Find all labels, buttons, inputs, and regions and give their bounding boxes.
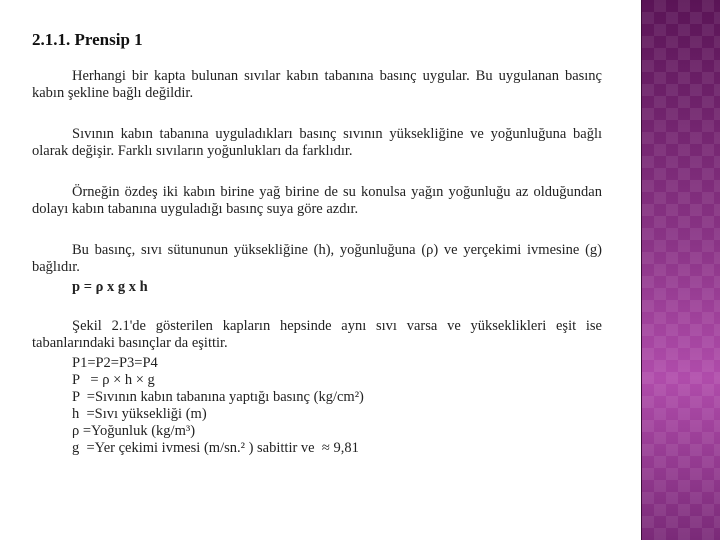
paragraph-4-text: Bu basınç, sıvı sütununun yüksekliğine (h), yoğunluğuna (ρ) ve yerçekimi ivmesine (g) bağlıdır. [32, 242, 602, 275]
formula-line-pressure: P = ρ × h × g [72, 372, 155, 388]
paragraph-1-text: Herhangi bir kapta bulunan sıvılar kabın tabanına basınç uygular. Bu uygulanan basınç kabın şekline bağlı değildir. [32, 68, 602, 101]
formula-line-rho-definition: ρ =Yoğunluk (kg/m³) [72, 423, 196, 439]
decorative-side-panel [641, 0, 720, 540]
paragraph-5-text: Şekil 2.1'de gösterilen kapların hepsinde aynı sıvı varsa ve yükseklikleri eşit ise tabanlarındaki basınçlar da eşittir. [32, 318, 602, 351]
main-formula [72, 279, 148, 296]
section-heading: 2.1.1. Prensip 1 [32, 30, 143, 49]
paragraph-3 [32, 184, 602, 218]
formula-line-h-definition: h =Sıvı yüksekliği (m) [72, 406, 207, 422]
paragraph-5 [32, 318, 602, 352]
formula-line-equality: P1=P2=P3=P4 [72, 355, 158, 371]
formula-line-g-definition: g =Yer çekimi ivmesi (m/sn.² ) sabittir ve ≈ 9,81 [72, 440, 359, 456]
paragraph-3-text: Örneğin özdeş iki kabın birine yağ birine de su konulsa yağın yoğunluğu az olduğundan dolayı kabın tabanına uyguladığı basınç suya göre azdır. [32, 184, 602, 217]
paragraph-2 [32, 126, 602, 160]
paragraph-1 [32, 68, 602, 102]
formula-line-p-definition: P =Sıvının kabın tabanına yaptığı basınç (kg/cm²) [72, 389, 364, 405]
main-formula-text: p = ρ x g x h [72, 279, 148, 295]
paragraph-4 [32, 242, 602, 276]
formula-list [72, 355, 364, 457]
paragraph-2-text: Sıvının kabın tabanına uyguladıkları basınç sıvının yüksekliğine ve yoğunluğuna bağlı olarak değişir. Farklı sıvıların yoğunlukları da farklıdır. [32, 126, 602, 159]
